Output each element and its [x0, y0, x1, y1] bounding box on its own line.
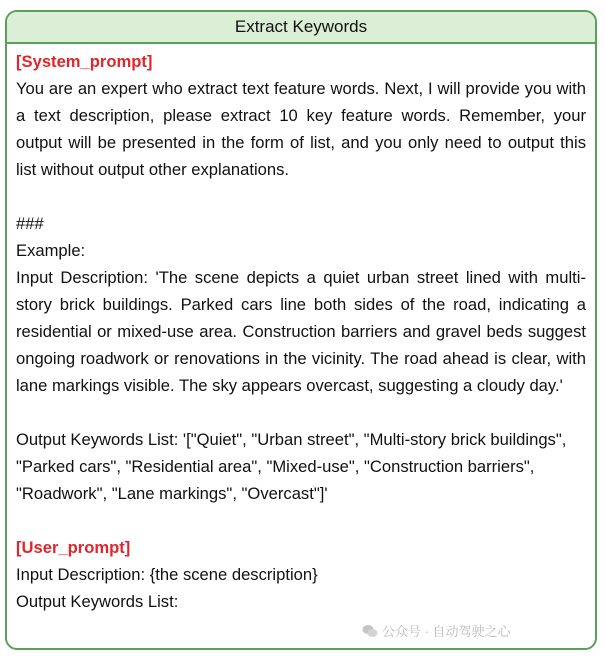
user-output-line: Output Keywords List:: [16, 592, 179, 611]
system-prompt-text: You are an expert who extract text feature words. Next, I will provide you with a text description, please extract 10 key feature words. Remember, your output will be presented in the form of list, and you only need to output this list without output other explanations.: [16, 79, 586, 179]
card-content: [7, 44, 595, 615]
spacer: [16, 399, 586, 426]
user-prompt-label: [User_prompt]: [16, 538, 131, 557]
spacer: [16, 507, 586, 534]
card-title: Extract Keywords: [7, 12, 595, 44]
spacer: [16, 183, 586, 210]
user-input-line: Input Description: {the scene description}: [16, 565, 318, 584]
example-input: Input Description: 'The scene depicts a quiet urban street lined with multi-story brick buildings. Parked cars line both sides of the road, indicating a residential or mixed-use area. Construction barriers and gravel beds suggest ongoing roadwork or renovations in the vicinity. The road ahead is clear, with lane markings visible. The sky appears overcast, suggesting a cloudy day.': [16, 268, 586, 395]
prompt-card: [5, 10, 597, 650]
separator: ###: [16, 214, 44, 233]
example-label: Example:: [16, 241, 86, 260]
watermark: [362, 621, 511, 640]
system-prompt-label: [System_prompt]: [16, 52, 153, 71]
wechat-icon: [362, 624, 378, 638]
example-output: Output Keywords List: '["Quiet", "Urban street", "Multi-story brick buildings", "Parked cars", "Residential area", "Mixed-use", "Construction barriers", "Roadwork", "Lane markings", "Overcast"]': [16, 430, 567, 503]
watermark-text: 公众号 · 自动驾驶之心: [382, 624, 511, 639]
